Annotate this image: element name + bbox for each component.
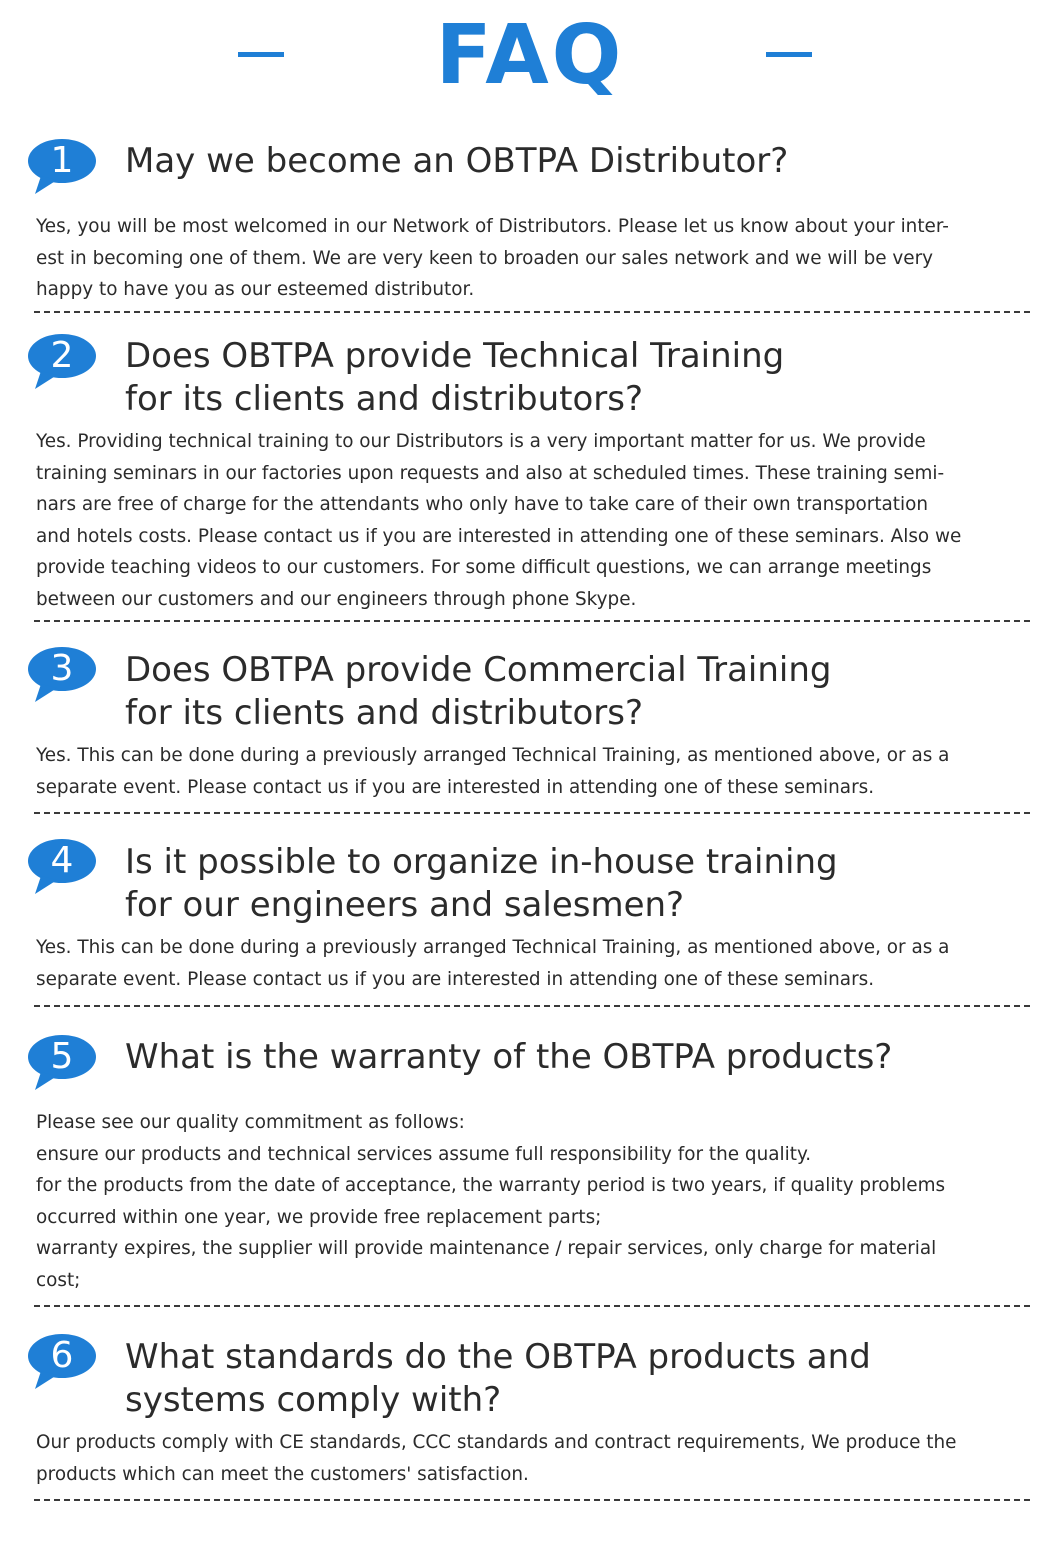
faq-number: 2 [50,335,74,376]
divider [34,311,1030,313]
divider [34,1005,1030,1007]
faq-answer: Our products comply with CE standards, CCC standards and contract requirements, We produce the products which can meet the customers' satisfaction. [36,1432,957,1485]
faq-question: Does OBTPA provide Technical Training for its clients and distributors? [125,336,785,419]
faq-number: 1 [50,140,74,181]
faq-answer: Please see our quality commitment as follows: ensure our products and technical services assume full responsibility for the quality. for the products from the date of acceptance, the warranty period is two years, if quality problems occurred within one year, we provide free replacement parts; warranty expires, the supplier will provide maintenance / repair services, only charge for material cost; [36,1112,946,1291]
divider [34,1499,1030,1501]
faq-answer: Yes, you will be most welcomed in our Network of Distributors. Please let us know about your inter- est in becoming one of them. We are very keen to broaden our sales network and we will be very happy to have you as our esteemed distributor. [36,216,949,300]
divider [34,620,1030,622]
faq-question: What standards do the OBTPA products and systems comply with? [125,1337,871,1420]
faq-question: May we become an OBTPA Distributor? [125,141,789,181]
speech-bubble-icon [27,1034,97,1094]
page-title: FAQ [435,8,625,103]
speech-bubble-icon [27,333,97,393]
faq-question: Does OBTPA provide Commercial Training for its clients and distributors? [125,650,832,733]
divider [34,812,1030,814]
faq-answer: Yes. This can be done during a previously arranged Technical Training, as mentioned above, or as a separate event. Please contact us if you are interested in attending one of these seminars. [36,937,950,990]
faq-number: 3 [50,648,74,689]
title-dash-right [766,52,812,57]
faq-number: 4 [50,840,74,881]
faq-question: Is it possible to organize in-house training for our engineers and salesmen? [125,842,838,925]
speech-bubble-icon [27,1333,97,1393]
speech-bubble-icon [27,838,97,898]
faq-number: 6 [50,1335,74,1376]
faq-answer: Yes. Providing technical training to our Distributors is a very important matter for us. We provide training seminars in our factories upon requests and also at scheduled times. These training semi- nars are free of charge for the attendants who only have to take care of their own transportation and hotels costs. Please contact us if you are interested in attending one of these seminars. Also we provide teaching videos to our customers. For some difficult questions, we can arrange meetings between our customers and our engineers through phone Skype. [36,431,962,610]
speech-bubble-icon [27,646,97,706]
faq-question: What is the warranty of the OBTPA products? [125,1037,893,1077]
divider [34,1305,1030,1307]
faq-answer: Yes. This can be done during a previously arranged Technical Training, as mentioned above, or as a separate event. Please contact us if you are interested in attending one of these seminars. [36,745,950,798]
faq-number: 5 [50,1036,74,1077]
speech-bubble-icon [27,138,97,198]
